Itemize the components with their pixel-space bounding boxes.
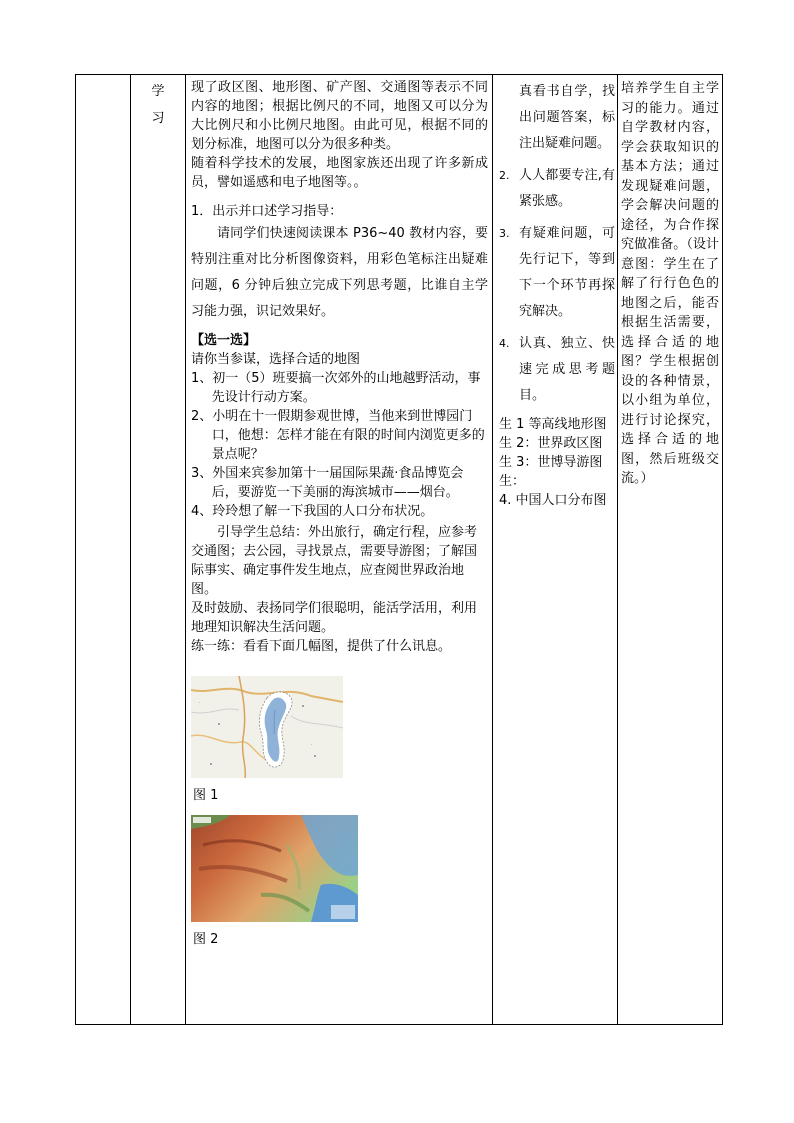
lake-map-graphic — [191, 676, 343, 778]
student-item-number: 4. — [499, 337, 510, 350]
figure-caption: 图 1 — [193, 788, 219, 803]
svg-text:·: · — [311, 742, 313, 748]
question-item: 4、玲玲想了解一下我国的人口分布状况。 — [191, 504, 434, 519]
terrain-map-graphic — [191, 815, 358, 922]
answer-line: 4. 中国人口分布图 — [499, 493, 607, 508]
intro-paragraph: 随着科学技术的发展，地图家族还出现了许多新成员，譬如遥感和电子地图等。。 — [191, 156, 488, 190]
question-item: 1、初一（5）班要搞一次郊外的山地越野活动，事先设计行动方案。 — [191, 371, 481, 405]
blank-column-cell — [76, 75, 131, 1025]
svg-text:·: · — [199, 700, 201, 706]
design-intent-cell — [618, 75, 723, 1025]
question-item: 3、外国来宾参加第十一届国际果蔬·食品博览会后，要游览一下美丽的海滨城市——烟台。 — [191, 466, 464, 500]
lesson-plan-table — [75, 74, 723, 1025]
student-item — [499, 163, 615, 215]
summary-text: 引导学生总结：外出旅行，确定行程，应参考交通图；去公园，寻找景点，需要导游图；了解国际事实、确定事件发生地点，应查阅世界政治地图。 — [191, 525, 478, 597]
student-item-number: 2. — [499, 169, 510, 182]
student-item — [499, 331, 615, 409]
student-item-text: 真看书自学，找出问题答案，标注出疑难问题。 — [519, 84, 615, 151]
answer-line: 生 1 等高线地形图 — [499, 417, 607, 432]
table-row — [76, 75, 723, 1025]
answer-line: 生： — [499, 474, 526, 489]
student-activity-cell — [493, 75, 618, 1025]
intro-paragraph: 现了政区图、地形图、矿产图、交通图等表示不同内容的地图；根据比例尺的不同，地图又可以分为大比例尺和小比例尺地图。由此可见，根据不同的划分标准，地图可以分为很多种类。 — [191, 80, 488, 152]
figure-1 — [191, 676, 488, 805]
stage-label-char: 学 — [151, 84, 165, 99]
praise-text: 及时鼓励、表扬同学们很聪明，能活学活用，利用地理知识解决生活问题。 — [191, 601, 478, 635]
figure-2 — [191, 815, 488, 949]
student-item-text: 认真、独立、快速完成思考题目。 — [519, 336, 615, 403]
design-intent-text: 培养学生自主学习的能力。通过自学教材内容，学会获取知识的基本方法；通过发现疑难问题，学会解决问题的途径，为合作探究做准备。（设计意图：学生在了解了行行色色的地图之后，能否根据生活需要，选择合适的地图？学生根据创设的各种情景，以小组为单位，进行讨论探究，选择合适的地图，然后班级交流。） — [621, 81, 719, 486]
student-item-text: 人人都要专注,有紧张感。 — [519, 168, 615, 209]
student-item-text: 有疑难问题，可先行记下，等到下一个环节再探究解决。 — [519, 226, 615, 319]
stage-label-char: 习 — [151, 111, 165, 126]
student-item — [499, 79, 615, 157]
question-item: 2、小明在十一假期参观世博，当他来到世博园门口，他想：怎样才能在有限的时间内浏览更多的景点呢？ — [191, 409, 485, 462]
step-heading: 1．出示并口述学习指导： — [191, 204, 343, 219]
answer-line: 生 2：世界政区图 — [499, 436, 603, 451]
lake-map-image — [191, 676, 343, 778]
teacher-activity-cell — [186, 75, 493, 1025]
figure-caption: 图 2 — [193, 932, 219, 947]
stage-cell — [131, 75, 186, 1025]
section-title: 【选一选】 — [191, 333, 257, 348]
study-guide: 请同学们快速阅读课本 P36~40 教材内容，要特别注重对比分析图像资料，用彩色笔标注出疑难问题，6 分钟后独立完成下列思考题，比谁自主学习能力强，识记效果好。 — [191, 226, 488, 319]
student-item-number: 3. — [499, 227, 510, 240]
practice-text: 练一练：看看下面几幅图，提供了什么讯息。 — [191, 639, 452, 654]
china-terrain-map-image — [191, 815, 358, 922]
prompt-text: 请你当参谋，选择合适的地图 — [191, 352, 361, 367]
student-item — [499, 221, 615, 325]
answer-line: 生 3：世博导游图 — [499, 455, 603, 470]
student-answers — [499, 415, 615, 510]
